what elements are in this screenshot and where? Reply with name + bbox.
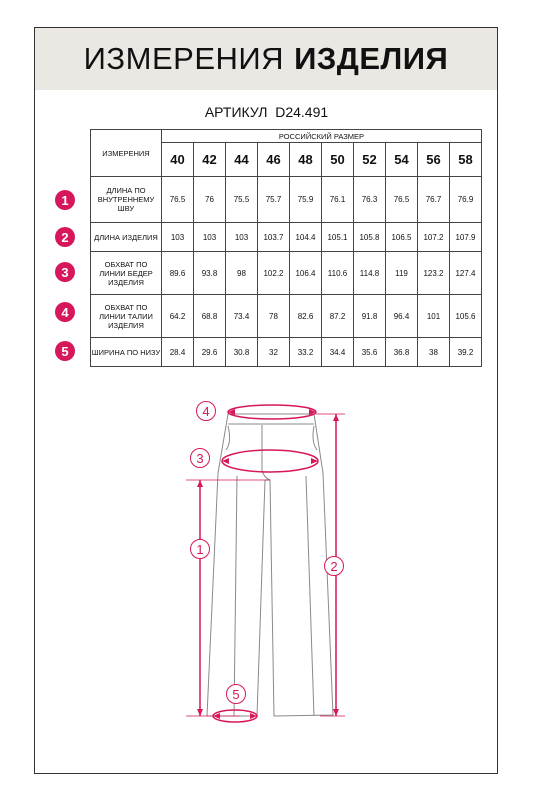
size-header-cell: 58 — [450, 143, 482, 177]
front-pocket-left — [226, 426, 230, 450]
table-cell: 76.1 — [322, 177, 354, 223]
right-leg-seam — [306, 476, 314, 716]
table-cell: 76.9 — [450, 177, 482, 223]
table-cell: 36.8 — [386, 338, 418, 367]
table-cell: 35.6 — [354, 338, 386, 367]
table-cell: 106.5 — [386, 223, 418, 252]
table-cell: 75.7 — [258, 177, 290, 223]
size-header-cell: 54 — [386, 143, 418, 177]
table-cell: 103 — [226, 223, 258, 252]
table-cell: 75.9 — [290, 177, 322, 223]
row-label: ДЛИНА ПО ВНУТРЕННЕМУ ШВУ — [91, 177, 162, 223]
table-cell: 87.2 — [322, 295, 354, 338]
row-number-badge: 1 — [55, 190, 75, 210]
row-label: ОБХВАТ ПО ЛИНИИ ТАЛИИ ИЗДЕЛИЯ — [91, 295, 162, 338]
table-cell: 34.4 — [322, 338, 354, 367]
table-cell: 68.8 — [194, 295, 226, 338]
table-cell: 29.6 — [194, 338, 226, 367]
table-cell: 103.7 — [258, 223, 290, 252]
hip-ellipse — [222, 450, 318, 472]
table-cell: 105.8 — [354, 223, 386, 252]
table-cell: 127.4 — [450, 252, 482, 295]
table-cell: 101 — [418, 295, 450, 338]
table-cell: 39.2 — [450, 338, 482, 367]
row-number-badge: 5 — [55, 341, 75, 361]
table-cell: 107.2 — [418, 223, 450, 252]
table-cell: 82.6 — [290, 295, 322, 338]
table-cell: 30.8 — [226, 338, 258, 367]
size-header-cell: 48 — [290, 143, 322, 177]
table-cell: 32 — [258, 338, 290, 367]
size-header-cell: 46 — [258, 143, 290, 177]
table-cell: 106.4 — [290, 252, 322, 295]
size-header-cell: 56 — [418, 143, 450, 177]
diagram-marker-3: 3 — [190, 448, 210, 468]
row-label: ОБХВАТ ПО ЛИНИИ БЕДЕР ИЗДЕЛИЯ — [91, 252, 162, 295]
table-cell: 75.5 — [226, 177, 258, 223]
table-cell: 123.2 — [418, 252, 450, 295]
table-cell: 103 — [194, 223, 226, 252]
diagram-marker-2: 2 — [324, 556, 344, 576]
row-number-badge: 3 — [55, 262, 75, 282]
table-cell: 110.6 — [322, 252, 354, 295]
table-cell: 96.4 — [386, 295, 418, 338]
left-leg-seam — [234, 476, 237, 716]
row-number-badge: 4 — [55, 302, 75, 322]
row-label: ШИРИНА ПО НИЗУ — [91, 338, 162, 367]
table-cell: 64.2 — [162, 295, 194, 338]
table-cell: 78 — [258, 295, 290, 338]
table-cell: 98 — [226, 252, 258, 295]
table-cell: 89.6 — [162, 252, 194, 295]
table-cell: 104.4 — [290, 223, 322, 252]
article-label: АРТИКУЛ — [204, 104, 268, 120]
size-header-cell: 50 — [322, 143, 354, 177]
title-light: ИЗМЕРЕНИЯ — [83, 41, 285, 76]
size-group-header: РОССИЙСКИЙ РАЗМЕР — [162, 130, 482, 143]
table-cell: 28.4 — [162, 338, 194, 367]
table-cell: 76.3 — [354, 177, 386, 223]
table-cell: 93.8 — [194, 252, 226, 295]
table-cell: 33.2 — [290, 338, 322, 367]
trousers-outline — [207, 414, 333, 716]
table-cell: 105.1 — [322, 223, 354, 252]
table-cell: 107.9 — [450, 223, 482, 252]
waist-ellipse — [228, 405, 316, 419]
table-cell: 38 — [418, 338, 450, 367]
size-header-cell: 40 — [162, 143, 194, 177]
table-cell: 102.2 — [258, 252, 290, 295]
table-cell: 76.5 — [162, 177, 194, 223]
size-header-cell: 52 — [354, 143, 386, 177]
title-bold: ИЗДЕЛИЯ — [294, 41, 449, 76]
diagram-marker-1: 1 — [190, 539, 210, 559]
size-header-cell: 42 — [194, 143, 226, 177]
table-cell: 119 — [386, 252, 418, 295]
measure-header: ИЗМЕРЕНИЯ — [91, 130, 162, 177]
table-cell: 91.8 — [354, 295, 386, 338]
table-cell: 76.7 — [418, 177, 450, 223]
diagram-marker-5: 5 — [226, 684, 246, 704]
table-cell: 76 — [194, 177, 226, 223]
table-cell: 76.5 — [386, 177, 418, 223]
size-header-cell: 44 — [226, 143, 258, 177]
table-cell: 105.6 — [450, 295, 482, 338]
row-label: ДЛИНА ИЗДЕЛИЯ — [91, 223, 162, 252]
row-number-badge: 2 — [55, 227, 75, 247]
diagram-marker-4: 4 — [196, 401, 216, 421]
table-cell: 73.4 — [226, 295, 258, 338]
table-cell: 103 — [162, 223, 194, 252]
article-code: D24.491 — [275, 104, 329, 120]
table-cell: 114.8 — [354, 252, 386, 295]
